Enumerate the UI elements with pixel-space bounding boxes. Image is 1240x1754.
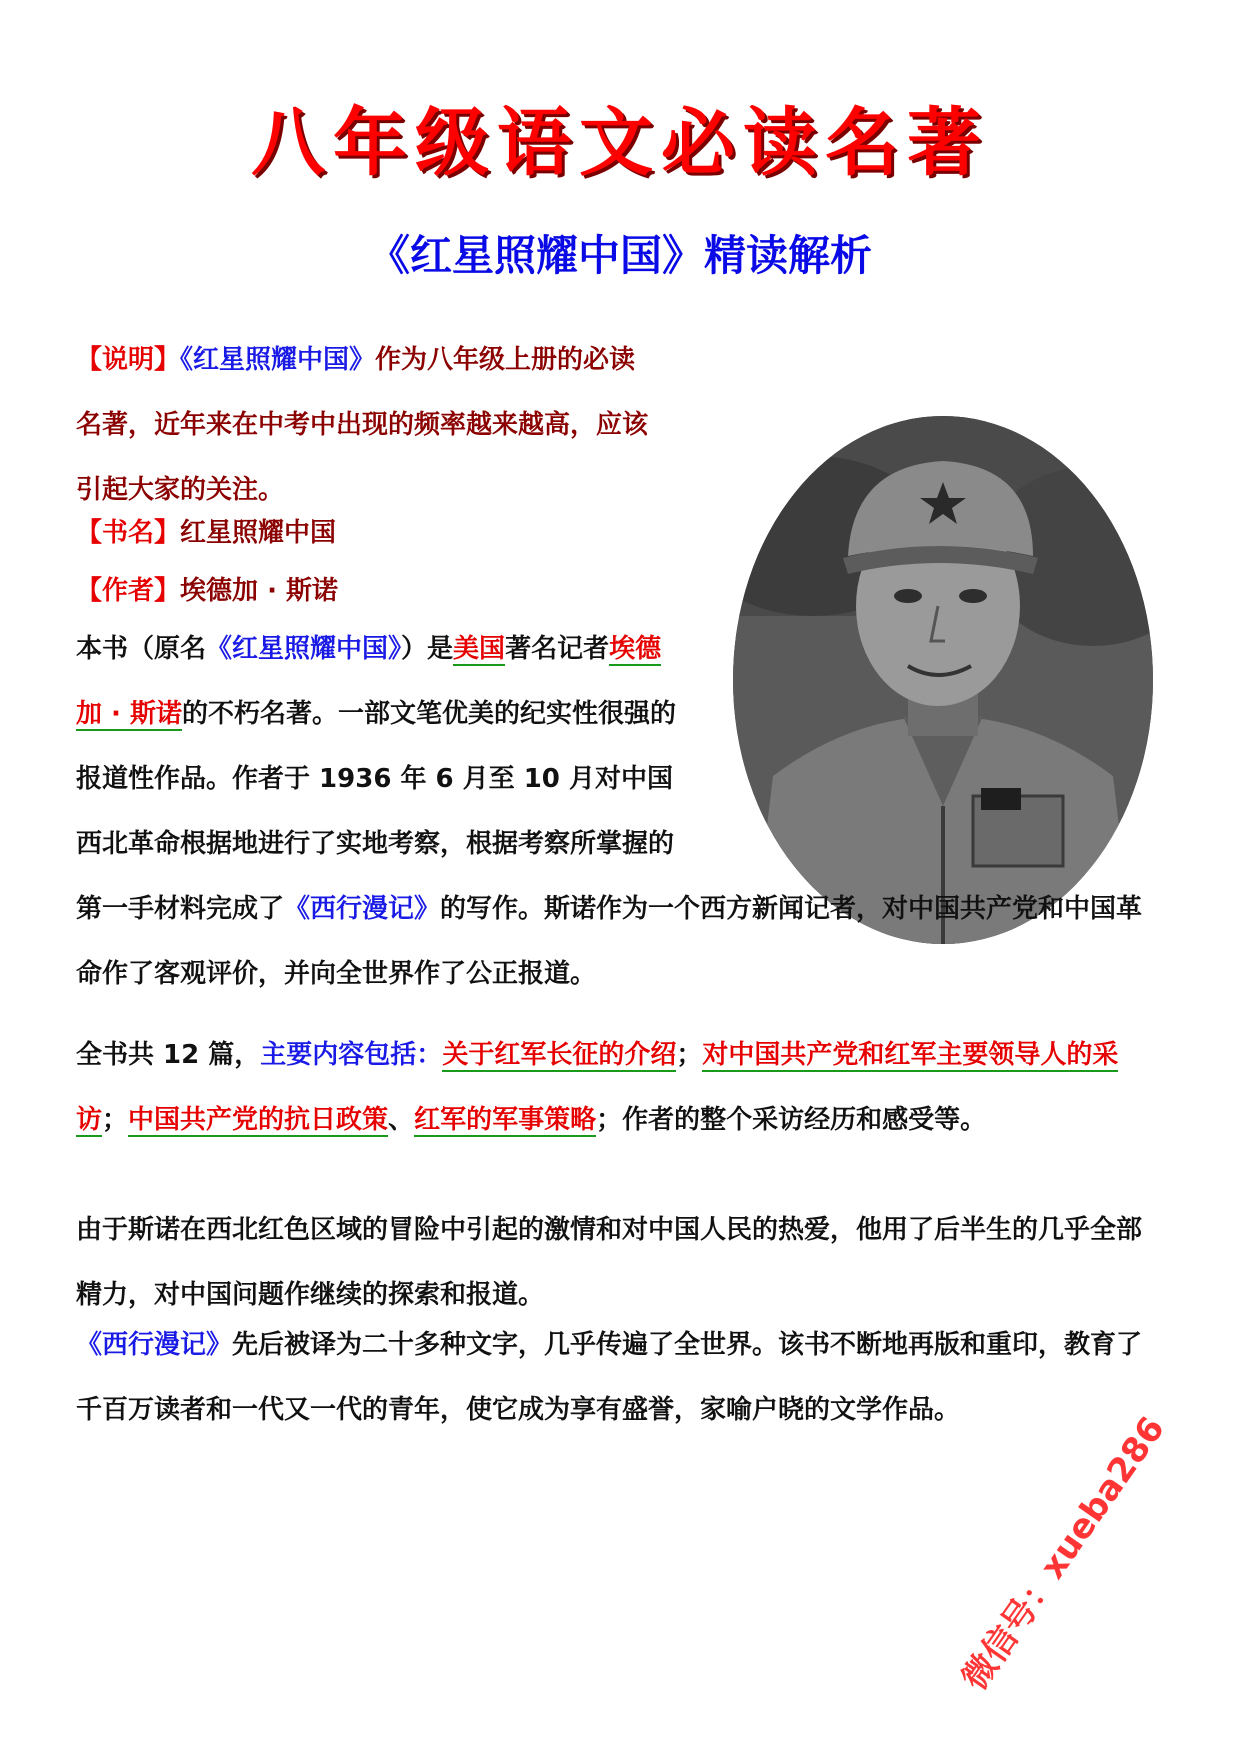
reception-book-title: 《西行漫记》 — [76, 1330, 233, 1360]
summary-text-5: 的写作。斯诺作为一个西方新闻记者，对中国共产党和中国革命作了客观评价，并向全世界作了公正报道。 — [76, 894, 1143, 989]
summary-text-3: 著名记者 — [505, 634, 610, 664]
content-text-2: ；作者的整个采访经历和感受等。 — [596, 1105, 987, 1135]
content-label: 主要内容包括： — [260, 1040, 443, 1070]
content-paragraph — [76, 1023, 1166, 1153]
author-value: 埃德加 · 斯诺 — [180, 576, 338, 606]
intro-tag: 【说明】 — [76, 345, 181, 375]
summary-text-4: 的不朽名著。一部文笔优美的纪实性很强的报道性作品。作者于 1936 年 6 月至 10 月对中国西北革命根据地进行了实地考察，根据考察所掌握的第一手材料完成了 — [76, 699, 676, 924]
intro-book-title: 《红星照耀中国》 — [180, 345, 376, 375]
watermark: 微信号：xueba286 — [954, 1409, 1173, 1698]
reception-text: 先后被译为二十多种文字，几乎传遍了全世界。该书不断地再版和重印，教育了千百万读者和一代又一代的青年，使它成为享有盛誉，家喻户晓的文学作品。 — [76, 1330, 1143, 1425]
book-title-line — [76, 501, 656, 566]
content-item-4: 红军的军事策略 — [414, 1105, 597, 1135]
intro-paragraph — [76, 328, 656, 523]
summary-text-2: ）是 — [401, 634, 454, 664]
main-title: 八年级语文必读名著 — [251, 100, 989, 186]
content-text-1: 全书共 12 篇， — [76, 1040, 261, 1070]
content-item-1: 关于红军长征的介绍 — [442, 1040, 677, 1070]
photo-wrap-spacer — [676, 617, 1166, 849]
subtitle: 《红星照耀中国》精读解析 — [367, 231, 872, 280]
content-item-2: 对中国共产党和红军主要领导人的采访 — [76, 1040, 1119, 1135]
summary-paragraph — [76, 617, 1166, 1007]
content-sep-1: ； — [676, 1040, 703, 1070]
reception-paragraph — [76, 1313, 1166, 1443]
summary-text-1: 本书（原名 — [76, 634, 207, 664]
summary-country: 美国 — [453, 634, 506, 664]
content-item-3: 中国共产党的抗日政策 — [128, 1105, 389, 1135]
book-title-tag: 【书名】 — [76, 518, 181, 548]
intro-text: 作为八年级上册的必读名著，近年来在中考中出现的频率越来越高，应该引起大家的关注。 — [76, 345, 649, 505]
author-line — [76, 559, 656, 624]
author-tag: 【作者】 — [76, 576, 181, 606]
influence-text: 由于斯诺在西北红色区域的冒险中引起的激情和对中国人民的热爱，他用了后半生的几乎全部精力，对中国问题作继续的探索和报道。 — [76, 1215, 1143, 1310]
influence-paragraph — [76, 1198, 1166, 1328]
summary-book-alt-title: 《西行漫记》 — [284, 894, 441, 924]
content-sep-3: 、 — [388, 1105, 415, 1135]
content-sep-2: ； — [102, 1105, 129, 1135]
summary-book-title: 《红星照耀中国》 — [206, 634, 402, 664]
summary-author: 埃德加 · 斯诺 — [76, 634, 662, 729]
book-title-value: 红星照耀中国 — [180, 518, 337, 548]
